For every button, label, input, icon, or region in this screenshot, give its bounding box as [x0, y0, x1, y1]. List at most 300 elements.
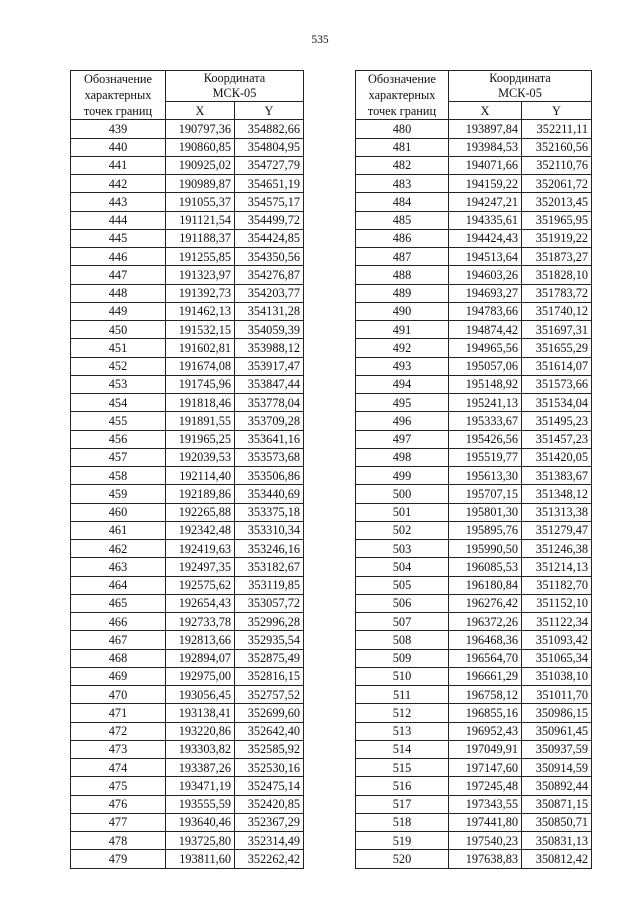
- table-row: [71, 248, 304, 266]
- x-value: 196564,70: [449, 649, 522, 667]
- y-value: 353246,16: [235, 540, 304, 558]
- x-value: 194693,27: [449, 284, 522, 302]
- coordinates-table-right: [355, 70, 592, 869]
- x-value: 195990,50: [449, 540, 522, 558]
- point-id: 474: [71, 759, 166, 777]
- point-id: 495: [356, 394, 449, 412]
- table-row: [356, 229, 592, 247]
- point-id: 483: [356, 175, 449, 193]
- table-row: [71, 394, 304, 412]
- table-row: [356, 394, 592, 412]
- point-id: 454: [71, 394, 166, 412]
- table-row: [71, 740, 304, 758]
- x-value: 197441,80: [449, 813, 522, 831]
- header-coordinate-system: МСК-05: [498, 86, 542, 100]
- y-value: 351383,67: [522, 467, 592, 485]
- x-value: 192975,00: [166, 667, 235, 685]
- point-id: 481: [356, 138, 449, 156]
- x-value: 192813,66: [166, 631, 235, 649]
- x-value: 196085,53: [449, 558, 522, 576]
- point-id: 464: [71, 576, 166, 594]
- y-value: 352160,56: [522, 138, 592, 156]
- table-row: [356, 266, 592, 284]
- point-id: 447: [71, 266, 166, 284]
- y-value: 352530,16: [235, 759, 304, 777]
- y-value: 351214,13: [522, 558, 592, 576]
- y-value: 354727,79: [235, 156, 304, 174]
- y-value: 353310,34: [235, 521, 304, 539]
- point-id: 515: [356, 759, 449, 777]
- x-value: 193725,80: [166, 832, 235, 850]
- y-value: 350831,13: [522, 832, 592, 850]
- header-y: Y: [235, 102, 304, 120]
- x-value: 192497,35: [166, 558, 235, 576]
- y-value: 350892,44: [522, 777, 592, 795]
- point-id: 507: [356, 613, 449, 631]
- x-value: 192265,88: [166, 503, 235, 521]
- point-id: 520: [356, 850, 449, 868]
- point-id: 466: [71, 613, 166, 631]
- y-value: 352996,28: [235, 613, 304, 631]
- x-value: 196952,43: [449, 722, 522, 740]
- point-id: 476: [71, 795, 166, 813]
- x-value: 194874,42: [449, 321, 522, 339]
- table-row: [356, 613, 592, 631]
- x-value: 193138,41: [166, 704, 235, 722]
- table-row: [356, 813, 592, 831]
- y-value: 351697,31: [522, 321, 592, 339]
- x-value: 191965,25: [166, 430, 235, 448]
- x-value: 191532,15: [166, 321, 235, 339]
- table-row: [356, 686, 592, 704]
- x-value: 196180,84: [449, 576, 522, 594]
- point-id: 499: [356, 467, 449, 485]
- y-value: 353375,18: [235, 503, 304, 521]
- x-value: 197638,83: [449, 850, 522, 868]
- x-value: 193056,45: [166, 686, 235, 704]
- point-id: 503: [356, 540, 449, 558]
- x-value: 192733,78: [166, 613, 235, 631]
- point-id: 480: [356, 120, 449, 138]
- point-id: 456: [71, 430, 166, 448]
- y-value: 353778,04: [235, 394, 304, 412]
- y-value: 351065,34: [522, 649, 592, 667]
- table-row: [71, 631, 304, 649]
- y-value: 351965,95: [522, 211, 592, 229]
- table-row: [71, 339, 304, 357]
- x-value: 193471,19: [166, 777, 235, 795]
- x-value: 194783,66: [449, 302, 522, 320]
- point-id: 453: [71, 375, 166, 393]
- table-row: [356, 448, 592, 466]
- x-value: 196372,26: [449, 613, 522, 631]
- table-row: [71, 138, 304, 156]
- x-value: 195801,30: [449, 503, 522, 521]
- point-id: 516: [356, 777, 449, 795]
- x-value: 195895,76: [449, 521, 522, 539]
- point-id: 490: [356, 302, 449, 320]
- x-value: 191188,37: [166, 229, 235, 247]
- y-value: 351313,38: [522, 503, 592, 521]
- y-value: 352211,11: [522, 120, 592, 138]
- point-id: 477: [71, 813, 166, 831]
- x-value: 190797,36: [166, 120, 235, 138]
- table-row: [71, 284, 304, 302]
- y-value: 353440,69: [235, 485, 304, 503]
- point-id: 484: [356, 193, 449, 211]
- y-value: 352816,15: [235, 667, 304, 685]
- table-row: [71, 321, 304, 339]
- table-row: [71, 375, 304, 393]
- table-row: [356, 175, 592, 193]
- x-value: 191818,46: [166, 394, 235, 412]
- header-coordinate-title: Координата: [489, 71, 551, 85]
- point-id: 498: [356, 448, 449, 466]
- header-coordinate-system: МСК-05: [212, 86, 257, 100]
- point-id: 455: [71, 412, 166, 430]
- y-value: 353988,12: [235, 339, 304, 357]
- y-value: 352699,60: [235, 704, 304, 722]
- y-value: 352642,40: [235, 722, 304, 740]
- x-value: 192114,40: [166, 467, 235, 485]
- point-id: 473: [71, 740, 166, 758]
- x-value: 196468,36: [449, 631, 522, 649]
- point-id: 501: [356, 503, 449, 521]
- header-x: X: [449, 102, 522, 120]
- y-value: 351279,47: [522, 521, 592, 539]
- x-value: 190989,87: [166, 175, 235, 193]
- point-id: 491: [356, 321, 449, 339]
- point-id: 510: [356, 667, 449, 685]
- x-value: 193897,84: [449, 120, 522, 138]
- x-value: 193984,53: [449, 138, 522, 156]
- table-row: [356, 594, 592, 612]
- x-value: 194159,22: [449, 175, 522, 193]
- coordinates-table-left: [70, 70, 304, 869]
- y-value: 352585,92: [235, 740, 304, 758]
- y-value: 350871,15: [522, 795, 592, 813]
- table-row: [71, 503, 304, 521]
- point-id: 514: [356, 740, 449, 758]
- y-value: 351740,12: [522, 302, 592, 320]
- y-value: 352262,42: [235, 850, 304, 868]
- y-value: 351011,70: [522, 686, 592, 704]
- y-value: 353506,86: [235, 467, 304, 485]
- point-id: 452: [71, 357, 166, 375]
- x-value: 195241,13: [449, 394, 522, 412]
- y-value: 352110,76: [522, 156, 592, 174]
- point-id: 463: [71, 558, 166, 576]
- table-row: [71, 211, 304, 229]
- table-row: [356, 120, 592, 138]
- point-id: 478: [71, 832, 166, 850]
- x-value: 196276,42: [449, 594, 522, 612]
- table-row: [356, 412, 592, 430]
- table-row: [356, 430, 592, 448]
- x-value: 197147,60: [449, 759, 522, 777]
- y-value: 351534,04: [522, 394, 592, 412]
- table-row: [356, 302, 592, 320]
- table-row: [356, 248, 592, 266]
- y-value: 354499,72: [235, 211, 304, 229]
- y-value: 354350,56: [235, 248, 304, 266]
- y-value: 353119,85: [235, 576, 304, 594]
- y-value: 354203,77: [235, 284, 304, 302]
- point-id: 500: [356, 485, 449, 503]
- table-row: [356, 375, 592, 393]
- point-id: 489: [356, 284, 449, 302]
- x-value: 191255,85: [166, 248, 235, 266]
- x-value: 197540,23: [449, 832, 522, 850]
- table-row: [356, 558, 592, 576]
- y-value: 351614,07: [522, 357, 592, 375]
- table-row: [356, 321, 592, 339]
- y-value: 351495,23: [522, 412, 592, 430]
- point-id: 508: [356, 631, 449, 649]
- y-value: 354131,28: [235, 302, 304, 320]
- point-id: 446: [71, 248, 166, 266]
- x-value: 192189,86: [166, 485, 235, 503]
- table-row: [71, 412, 304, 430]
- table-row: [71, 229, 304, 247]
- y-value: 353182,67: [235, 558, 304, 576]
- x-value: 194424,43: [449, 229, 522, 247]
- table-row: [71, 576, 304, 594]
- y-value: 351182,70: [522, 576, 592, 594]
- x-value: 191674,08: [166, 357, 235, 375]
- y-value: 351152,10: [522, 594, 592, 612]
- x-value: 194247,21: [449, 193, 522, 211]
- point-id: 487: [356, 248, 449, 266]
- y-value: 354575,17: [235, 193, 304, 211]
- table-row: [356, 759, 592, 777]
- table-row: [71, 430, 304, 448]
- point-id: 482: [356, 156, 449, 174]
- table-row: [71, 649, 304, 667]
- x-value: 194071,66: [449, 156, 522, 174]
- table-row: [356, 156, 592, 174]
- y-value: 351783,72: [522, 284, 592, 302]
- table-row: [71, 266, 304, 284]
- point-id: 488: [356, 266, 449, 284]
- point-id: 485: [356, 211, 449, 229]
- table-row: [71, 667, 304, 685]
- y-value: 350986,15: [522, 704, 592, 722]
- point-id: 457: [71, 448, 166, 466]
- point-id: 461: [71, 521, 166, 539]
- y-value: 352061,72: [522, 175, 592, 193]
- table-row: [71, 448, 304, 466]
- y-value: 352367,29: [235, 813, 304, 831]
- table-row: [356, 503, 592, 521]
- y-value: 353573,68: [235, 448, 304, 466]
- x-value: 193303,82: [166, 740, 235, 758]
- table-row: [356, 193, 592, 211]
- y-value: 351828,10: [522, 266, 592, 284]
- point-id: 444: [71, 211, 166, 229]
- x-value: 197245,48: [449, 777, 522, 795]
- page-number: 535: [311, 34, 329, 46]
- point-id: 441: [71, 156, 166, 174]
- y-value: 354804,95: [235, 138, 304, 156]
- table-row: [71, 594, 304, 612]
- table-row: [356, 649, 592, 667]
- table-row: [356, 704, 592, 722]
- point-id: 471: [71, 704, 166, 722]
- y-value: 354882,66: [235, 120, 304, 138]
- y-value: 351093,42: [522, 631, 592, 649]
- y-value: 352757,52: [235, 686, 304, 704]
- point-id: 472: [71, 722, 166, 740]
- x-value: 196661,29: [449, 667, 522, 685]
- table-row: [71, 777, 304, 795]
- point-id: 450: [71, 321, 166, 339]
- header-y: Y: [522, 102, 592, 120]
- point-id: 504: [356, 558, 449, 576]
- table-row: [356, 631, 592, 649]
- table-row: [356, 832, 592, 850]
- x-value: 195426,56: [449, 430, 522, 448]
- point-id: 451: [71, 339, 166, 357]
- y-value: 350961,45: [522, 722, 592, 740]
- y-value: 354276,87: [235, 266, 304, 284]
- table-row: [71, 357, 304, 375]
- x-value: 194513,64: [449, 248, 522, 266]
- table-row: [356, 576, 592, 594]
- x-value: 191891,55: [166, 412, 235, 430]
- x-value: 193387,26: [166, 759, 235, 777]
- x-value: 191602,81: [166, 339, 235, 357]
- x-value: 192575,62: [166, 576, 235, 594]
- table-row: [71, 613, 304, 631]
- x-value: 192654,43: [166, 594, 235, 612]
- header-coordinate-title: Координата: [203, 71, 266, 85]
- table-row: [71, 302, 304, 320]
- y-value: 351573,66: [522, 375, 592, 393]
- point-id: 496: [356, 412, 449, 430]
- table-row: [71, 759, 304, 777]
- y-value: 351457,23: [522, 430, 592, 448]
- table-row: [71, 558, 304, 576]
- y-value: 354651,19: [235, 175, 304, 193]
- table-row: [71, 156, 304, 174]
- x-value: 192894,07: [166, 649, 235, 667]
- x-value: 190925,02: [166, 156, 235, 174]
- x-value: 192342,48: [166, 521, 235, 539]
- point-id: 511: [356, 686, 449, 704]
- table-row: [356, 211, 592, 229]
- point-id: 505: [356, 576, 449, 594]
- header-point-label: Обозначение характерных точек границ: [356, 71, 449, 120]
- point-id: 460: [71, 503, 166, 521]
- x-value: 195057,06: [449, 357, 522, 375]
- y-value: 351122,34: [522, 613, 592, 631]
- table-row: [356, 777, 592, 795]
- header-x: X: [166, 102, 235, 120]
- table-row: [356, 740, 592, 758]
- point-id: 512: [356, 704, 449, 722]
- table-row: [356, 850, 592, 868]
- table-row: [356, 540, 592, 558]
- point-id: 479: [71, 850, 166, 868]
- y-value: 353709,28: [235, 412, 304, 430]
- point-id: 518: [356, 813, 449, 831]
- x-value: 194965,56: [449, 339, 522, 357]
- point-id: 493: [356, 357, 449, 375]
- point-id: 475: [71, 777, 166, 795]
- y-value: 350812,42: [522, 850, 592, 868]
- y-value: 352420,85: [235, 795, 304, 813]
- table-row: [71, 795, 304, 813]
- point-id: 439: [71, 120, 166, 138]
- point-id: 492: [356, 339, 449, 357]
- point-id: 494: [356, 375, 449, 393]
- x-value: 191121,54: [166, 211, 235, 229]
- x-value: 194335,61: [449, 211, 522, 229]
- y-value: 352314,49: [235, 832, 304, 850]
- point-id: 497: [356, 430, 449, 448]
- point-id: 440: [71, 138, 166, 156]
- table-row: [356, 284, 592, 302]
- point-id: 445: [71, 229, 166, 247]
- point-id: 469: [71, 667, 166, 685]
- table-row: [71, 540, 304, 558]
- point-id: 467: [71, 631, 166, 649]
- x-value: 194603,26: [449, 266, 522, 284]
- y-value: 352475,14: [235, 777, 304, 795]
- y-value: 353847,44: [235, 375, 304, 393]
- y-value: 354059,39: [235, 321, 304, 339]
- point-id: 513: [356, 722, 449, 740]
- y-value: 350937,59: [522, 740, 592, 758]
- y-value: 351919,22: [522, 229, 592, 247]
- point-id: 506: [356, 594, 449, 612]
- table-body-right: [356, 120, 592, 868]
- x-value: 195148,92: [449, 375, 522, 393]
- x-value: 191323,97: [166, 266, 235, 284]
- table-row: [71, 120, 304, 138]
- point-id: 509: [356, 649, 449, 667]
- x-value: 191055,37: [166, 193, 235, 211]
- table-row: [356, 722, 592, 740]
- y-value: 352875,49: [235, 649, 304, 667]
- point-id: 458: [71, 467, 166, 485]
- table-row: [356, 339, 592, 357]
- y-value: 351655,29: [522, 339, 592, 357]
- table-row: [356, 667, 592, 685]
- y-value: 354424,85: [235, 229, 304, 247]
- y-value: 352013,45: [522, 193, 592, 211]
- table-body-left: [71, 120, 304, 868]
- x-value: 193640,46: [166, 813, 235, 831]
- table-row: [71, 521, 304, 539]
- y-value: 351348,12: [522, 485, 592, 503]
- table-row: [71, 485, 304, 503]
- table-row: [356, 485, 592, 503]
- table-row: [71, 193, 304, 211]
- table-row: [356, 795, 592, 813]
- y-value: 352935,54: [235, 631, 304, 649]
- x-value: 195613,30: [449, 467, 522, 485]
- y-value: 353917,47: [235, 357, 304, 375]
- table-row: [71, 686, 304, 704]
- table-row: [71, 467, 304, 485]
- header-point-label: Обозначение характерных точек границ: [71, 71, 166, 120]
- point-id: 459: [71, 485, 166, 503]
- table-row: [356, 467, 592, 485]
- table-row: [71, 704, 304, 722]
- point-id: 448: [71, 284, 166, 302]
